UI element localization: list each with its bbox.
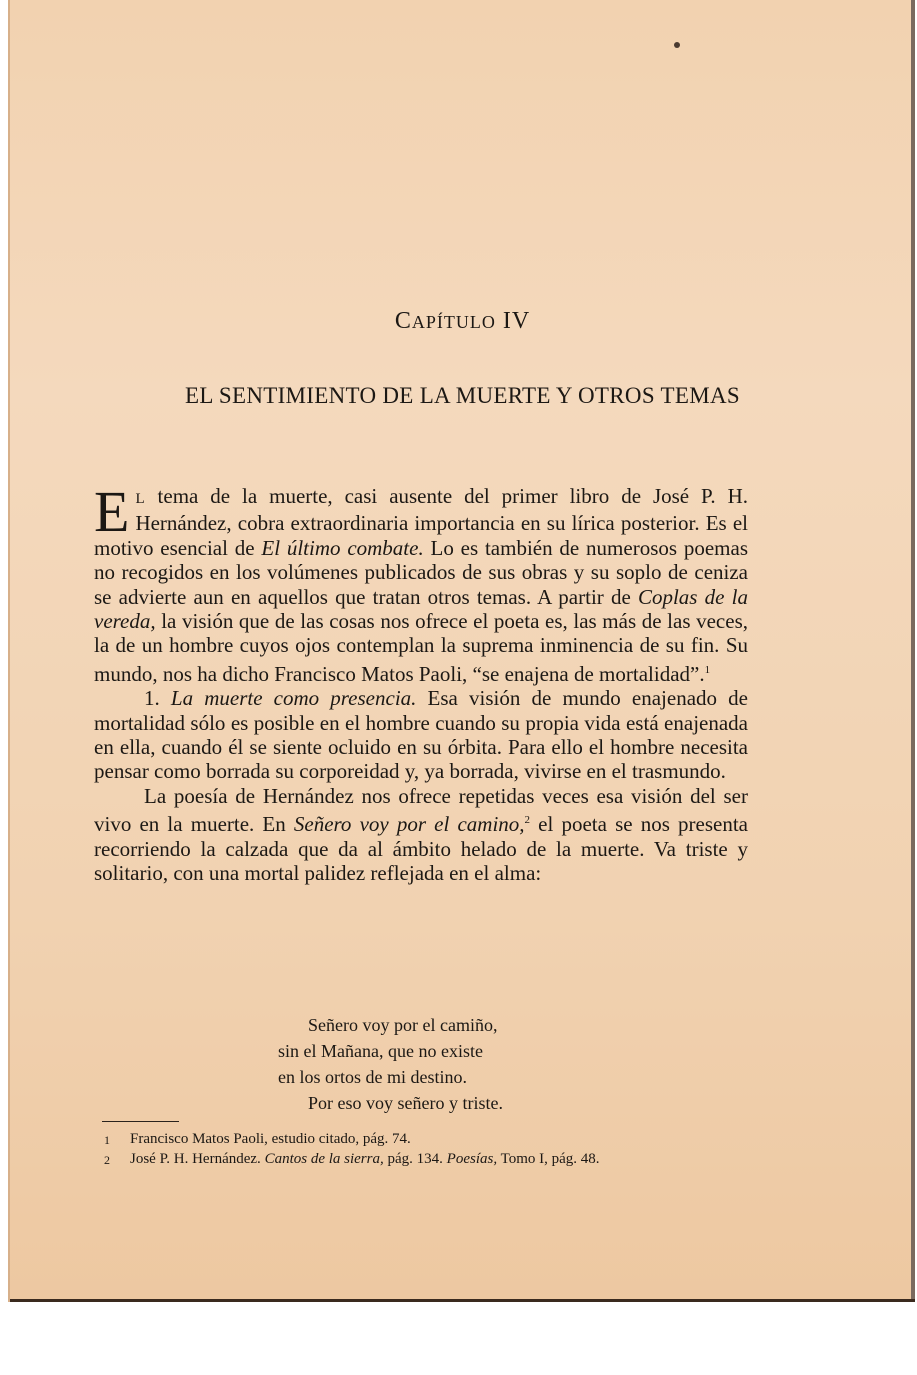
ink-speck: [674, 42, 680, 48]
smallcaps-letter: L: [135, 491, 146, 507]
book-title-italic: El último combate.: [261, 535, 424, 560]
chapter-heading: [10, 308, 915, 335]
footnote-text: pág. 134.: [383, 1151, 447, 1167]
footnote-number: 1: [104, 1133, 110, 1147]
verse-line: Señero voy por el camiño,: [308, 1015, 498, 1035]
section-title: La muerte como presencia.: [170, 686, 417, 711]
section-number: 1.: [144, 686, 171, 711]
footnote-1: [104, 1129, 770, 1149]
text-run: La poesía de Hernández nos ofrece repetidas veces esa visión del ser vivo en la muerte. En: [94, 783, 748, 837]
footnote-text: José P. H. Hernández.: [130, 1151, 265, 1167]
paragraph-3: [94, 784, 748, 886]
chapter-smallcaps: APÍTULO: [411, 312, 496, 332]
paragraph-1: [94, 479, 749, 686]
book-page: [8, 0, 915, 1302]
body-text: [94, 479, 749, 886]
verse-quote: [278, 1012, 638, 1116]
chapter-cap: C: [394, 308, 412, 334]
footnote-number: 2: [104, 1153, 110, 1167]
verse-line: Por eso voy señero y triste.: [308, 1093, 503, 1113]
chapter-title: EL SENTIMIENTO DE LA MUERTE Y OTROS TEMAS: [184, 383, 741, 408]
text-run: Esa visión de mundo enajenado de mortalidad sólo es posible en el hombre cuando su propia vida está enajenada en ella, cuando él se siente ocluido en su órbita. Para ello el hombre necesita pensar como borrada su corporeidad y, ya borrada, vivirse en el trasmundo.: [94, 686, 748, 784]
footnote-text: Francisco Matos Paoli, estudio citado, pág. 74.: [130, 1131, 411, 1147]
footnote-2: [104, 1149, 770, 1169]
footnote-italic: Cantos de la sierra,: [264, 1151, 384, 1167]
chapter-number: IV: [502, 308, 531, 334]
book-title-italic: Coplas de la vereda,: [94, 584, 749, 634]
page-edge: [911, 0, 915, 1302]
footnotes: [104, 1129, 770, 1169]
verse-line: sin el Mañana, que no existe: [278, 1041, 483, 1061]
text-run: Lo es también de numerosos poemas no recogidos en los volúmenes publicados de sus obras y su soplo de ceniza se advierte aun en aquellos que tratan otros temas. A partir de: [94, 535, 748, 609]
footnote-ref: 1: [704, 663, 711, 676]
footnote-rule: [102, 1121, 179, 1122]
text-run: la visión que de las cosas nos ofrece el poeta es, las más de las veces, la de un hombre cuyos ojos contemplan la suprema inminencia de su fin. Su mundo, nos ha dicho Francisco Matos Paoli, “se enajena de mortalidad”.: [94, 609, 748, 686]
footnote-ref: 2: [524, 814, 531, 827]
footnote-italic: Poesías,: [446, 1151, 498, 1167]
verse-line: en los ortos de mi destino.: [278, 1067, 467, 1087]
footnote-text: Tomo I, pág. 48.: [497, 1151, 600, 1167]
text-run: tema de la muerte, casi ausente del primer libro de José P. H. Hernández, cobra extraordinaria importancia en su lírica posterior. Es el motivo esencial de: [94, 484, 748, 560]
text-run: el poeta se nos presenta recorriendo la calzada que da al ámbito helado de la muerte. Va triste y solitario, con una mortal palidez reflejada en el alma:: [94, 812, 748, 886]
drop-cap: E: [94, 479, 130, 544]
paragraph-2: [94, 686, 748, 784]
poem-title-italic: Señero voy por el camino,: [293, 812, 525, 837]
